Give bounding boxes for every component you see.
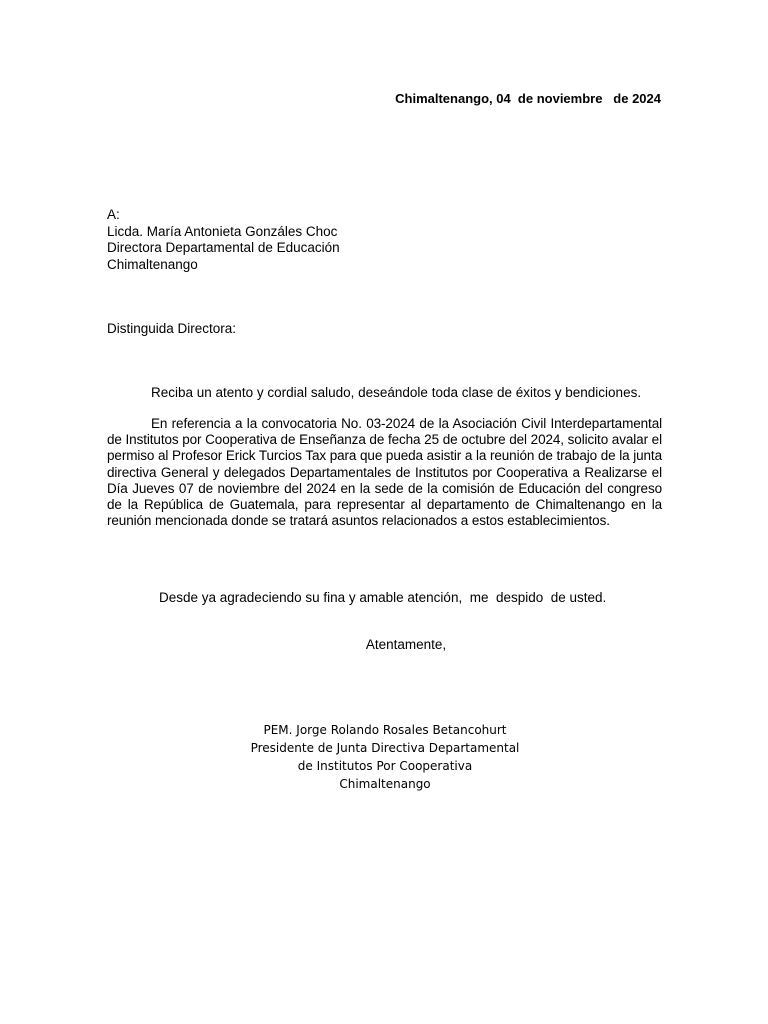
recipient-place: Chimaltenango (107, 256, 198, 272)
date-line: Chimaltenango, 04 de noviembre de 2024 (395, 91, 661, 106)
signature-role: Presidente de Junta Directiva Departamental (250, 741, 520, 755)
signature-name: PEM. Jorge Rolando Rosales Betancohurt (263, 723, 507, 737)
recipient-prefix: A: (107, 207, 120, 222)
paragraph-greeting: Reciba un atento y cordial saludo, deseándole toda clase de éxitos y bendiciones. (151, 385, 642, 400)
recipient-block (107, 207, 340, 273)
recipient-title: Directora Departamental de Educación (107, 240, 340, 255)
signature-org: de Institutos Por Cooperativa (297, 759, 473, 773)
closing: Atentamente, (365, 637, 447, 652)
signature-block (200, 721, 570, 793)
paragraph-body: En referencia a la convocatoria No. 03-2024 de la Asociación Civil Interdepartamental de Institutos por Cooperativa de Enseñanza de fecha 25 de octubre del 2024, solicito avalar el permiso al Profesor Erick Turcios Tax para que pueda asistir a la reunión de trabajo de la junta directiva General y delegados Departamentales de Institutos por Cooperativa a Realizarse el Día Jueves 07 de noviembre del 2024 en la sede de la comisión de Educación del congreso de la República de Guatemala, para representar al departamento de Chimaltenango en la reunión mencionada donde se tratará asuntos relacionados a estos establecimientos. (107, 416, 662, 529)
salutation: Distinguida Directora: (107, 321, 237, 336)
recipient-name: Licda. María Antonieta Gonzáles Choc (107, 223, 338, 239)
paragraph-farewell: Desde ya agradeciendo su fina y amable atención, me despido de usted. (159, 590, 607, 605)
signature-place: Chimaltenango (339, 777, 431, 791)
